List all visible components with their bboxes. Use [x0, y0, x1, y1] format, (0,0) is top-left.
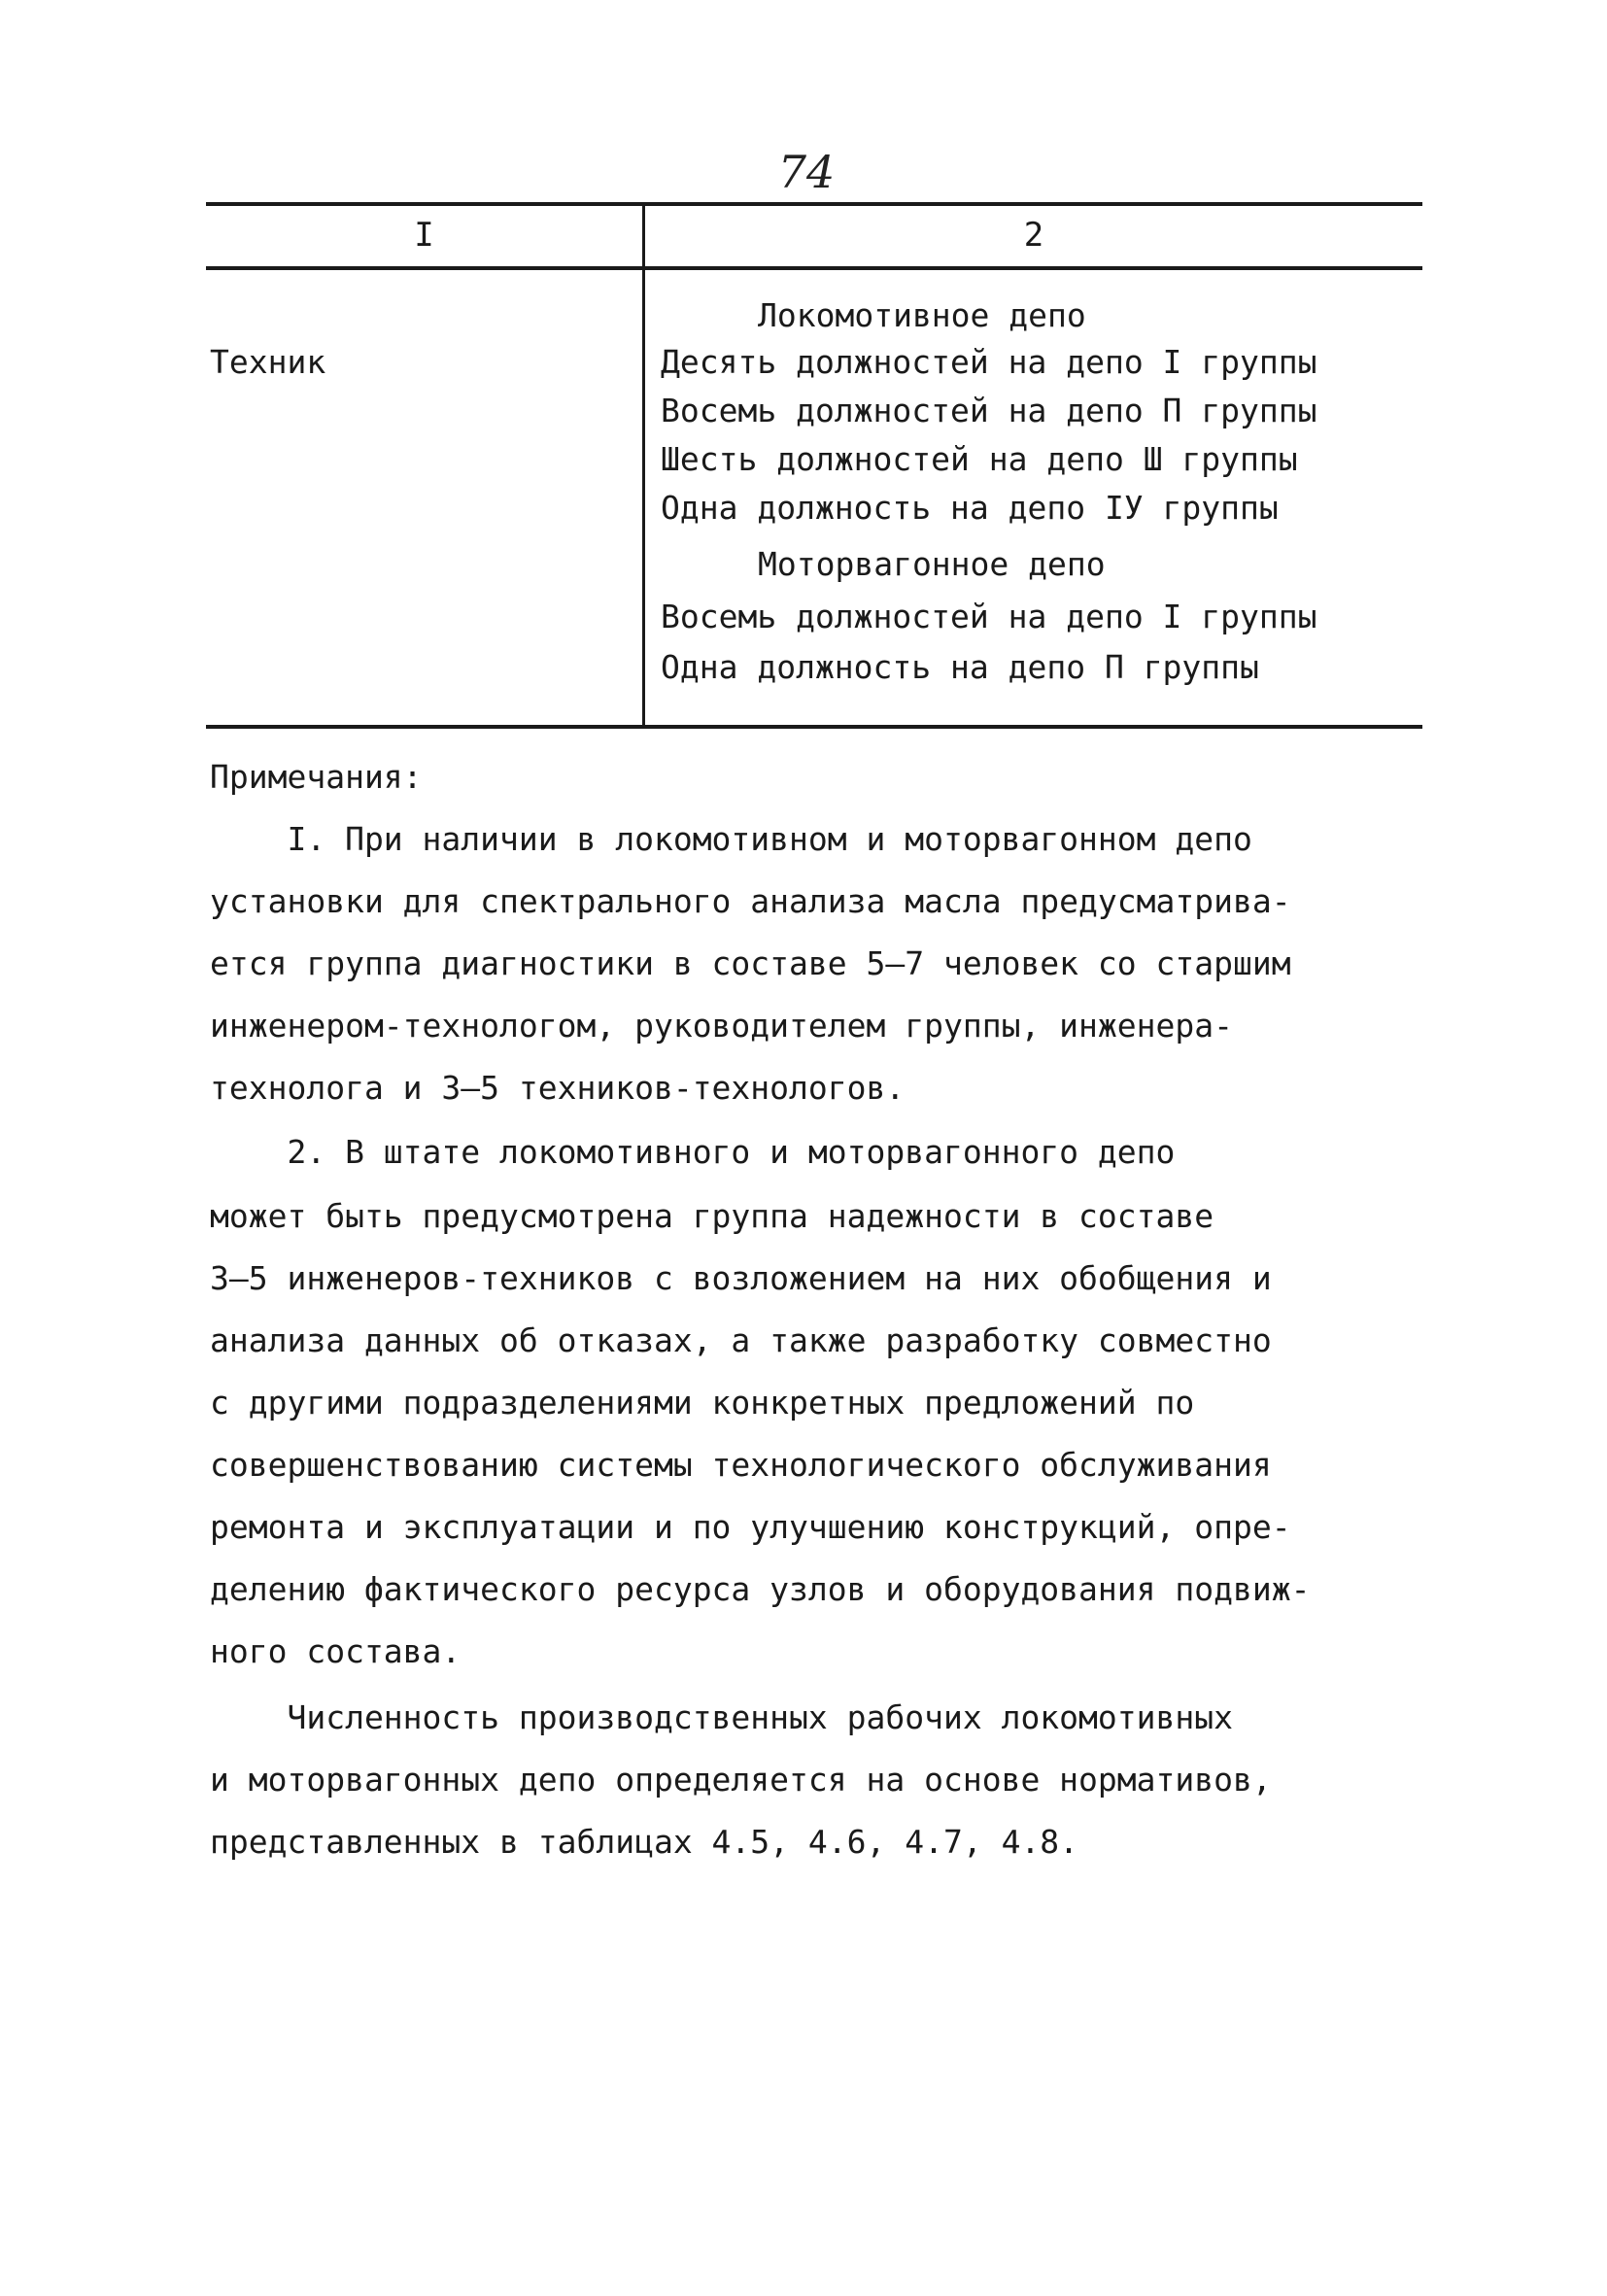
section-title-locomotive-depot: Локомотивное депо	[758, 296, 1086, 334]
note-1-line: ется группа диагностики в составе 5–7 человек со старшим	[210, 944, 1291, 982]
note-2-line: совершенствованию системы технологического обслуживания	[210, 1446, 1272, 1484]
notes-heading: Примечания:	[210, 758, 423, 796]
note-2-line: 3–5 инженеров-техников с возложением на них обобщения и	[210, 1259, 1272, 1297]
depot-line: Десять должностей на депо I группы	[661, 343, 1317, 381]
note-2-line: ремонта и эксплуатации и по улучшению конструкций, опре-	[210, 1508, 1291, 1546]
table-bottom-rule	[206, 725, 1422, 729]
note-1-line: технолога и 3–5 техников-технологов.	[210, 1069, 906, 1107]
note-2-line: может быть предусмотрена группа надежности в составе	[210, 1197, 1214, 1235]
note-2-line: анализа данных об отказах, а также разработку совместно	[210, 1321, 1272, 1359]
table-header-rule	[206, 266, 1422, 270]
section-title-motor-car-depot: Моторвагонное депо	[758, 545, 1106, 583]
column-header-1: I	[414, 216, 434, 255]
table-top-rule	[206, 202, 1422, 206]
depot-line: Восемь должностей на депо I группы	[661, 598, 1317, 635]
column-header-2: 2	[1023, 216, 1044, 255]
depot-line: Восемь должностей на депо П группы	[661, 392, 1317, 429]
closing-paragraph-line: Численность производственных рабочих локомотивных	[210, 1698, 1233, 1736]
depot-line: Шесть должностей на депо Ш группы	[661, 440, 1298, 478]
note-2-line: делению фактического ресурса узлов и оборудования подвиж-	[210, 1570, 1311, 1608]
depot-line: Одна должность на депо П группы	[661, 648, 1259, 686]
depot-line: Одна должность на депо IУ группы	[661, 489, 1279, 527]
note-2-line: с другими подразделениями конкретных предложений по	[210, 1384, 1195, 1422]
page-number: 74	[777, 146, 836, 198]
note-1-line: инженером-технологом, руководителем группы, инженера-	[210, 1007, 1233, 1045]
note-2-line: ного состава.	[210, 1632, 462, 1670]
note-2-line: 2. В штате локомотивного и моторвагонного депо	[210, 1133, 1176, 1171]
closing-paragraph-line: представленных в таблицах 4.5, 4.6, 4.7, 4.8.	[210, 1823, 1079, 1861]
closing-paragraph-line: и моторвагонных депо определяется на основе нормативов,	[210, 1761, 1272, 1799]
table-row-label: Техник	[210, 343, 326, 381]
note-1-line: установки для спектрального анализа масла предусматрива-	[210, 882, 1291, 920]
note-1-line: I. При наличии в локомотивном и моторвагонном депо	[210, 820, 1252, 858]
table-column-divider	[642, 204, 645, 727]
